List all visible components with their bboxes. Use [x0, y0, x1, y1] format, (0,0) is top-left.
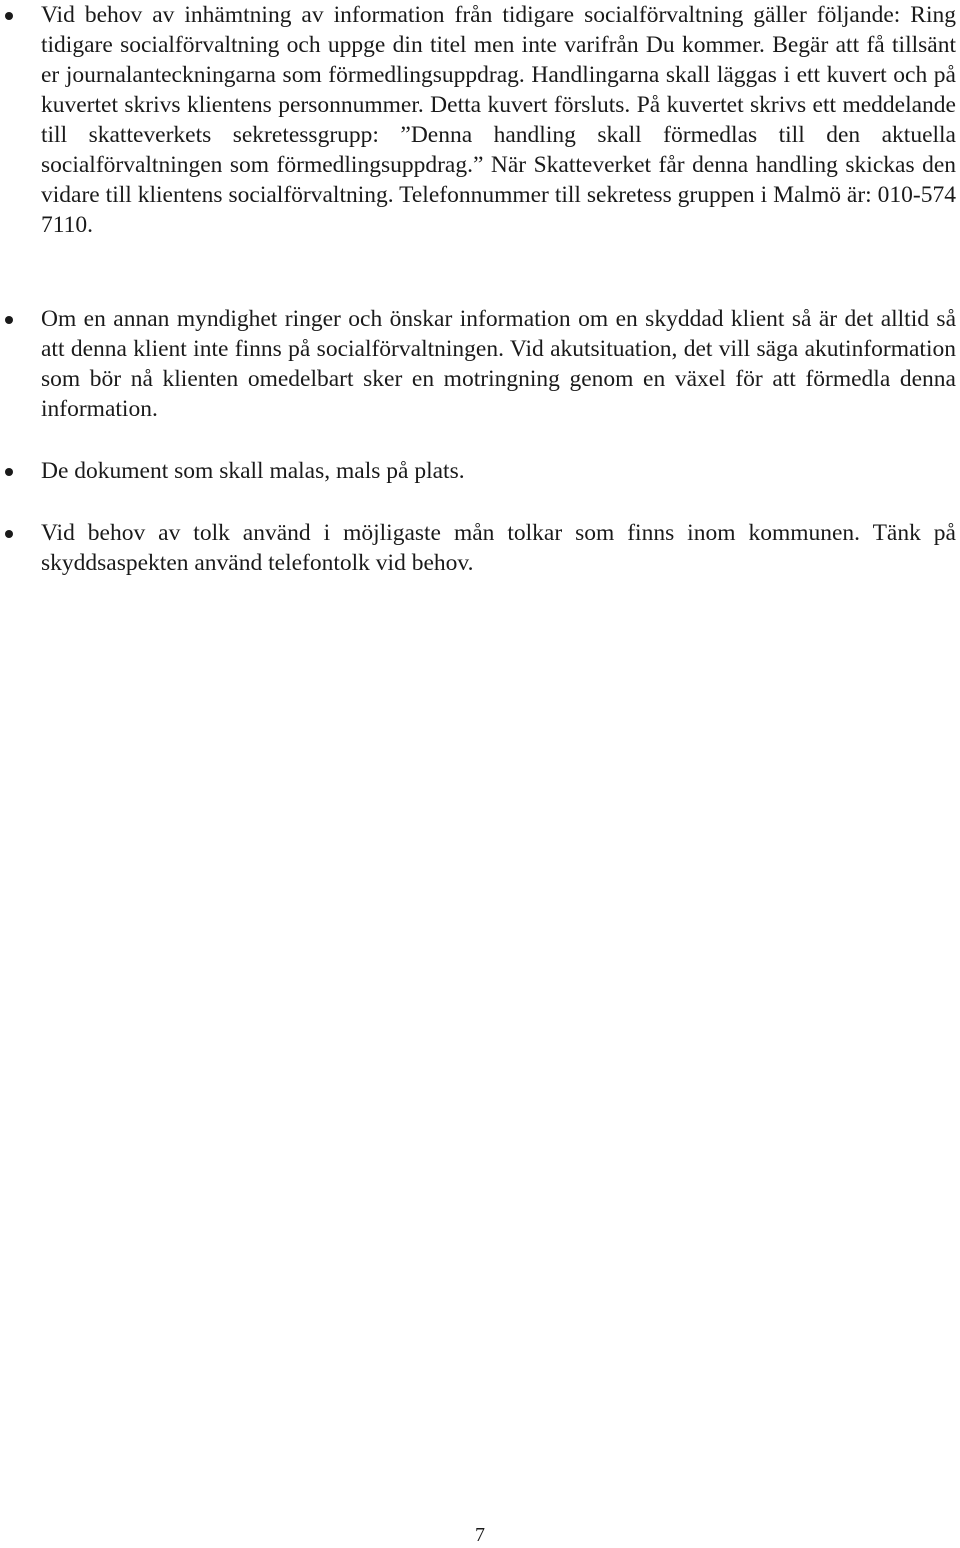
list-item-text: Vid behov av inhämtning av information från tidigare socialförvaltning gäller följande: Ring tidigare socialförvaltning och uppge din titel men inte varifrån Du kommer. Begär att få tillsänt er journalanteckningarna som förmedlingsuppdrag. Handlingarna skall läggas i ett kuvert och på kuvertet skrivs klientens personnummer. Detta kuvert försluts. På kuvertet skrivs ett meddelande till skatteverkets sekretessgrupp: ”Denna handling skall förmedlas till den aktuella socialförvaltningen som förmedlingsuppdrag.” När Skatteverket får denna handling skickas den vidare till klientens socialförvaltning. Telefonnummer till sekretess gruppen i Malmö är: 010-574 7110. [41, 2, 956, 238]
bullet-icon [5, 530, 13, 538]
list-item-text: De dokument som skall malas, mals på plats. [41, 458, 465, 484]
bullet-icon [5, 468, 13, 476]
list-item-text: Vid behov av tolk använd i möjligaste mån tolkar som finns inom kommunen. Tänk på skyddsaspekten använd telefontolk vid behov. [41, 520, 956, 576]
list-item [0, 304, 960, 424]
bullet-icon [5, 12, 13, 20]
list-item-text: Om en annan myndighet ringer och önskar information om en skyddad klient så är det alltid så att denna klient inte finns på socialförvaltningen. Vid akutsituation, det vill säga akutinformation som bör nå klienten omedelbart sker en motringning genom en växel för att förmedla denna information. [41, 306, 956, 422]
list-item [0, 518, 960, 578]
list-item [0, 0, 960, 240]
bullet-icon [5, 316, 13, 324]
page-number: 7 [475, 1524, 485, 1546]
list-item [0, 456, 960, 486]
